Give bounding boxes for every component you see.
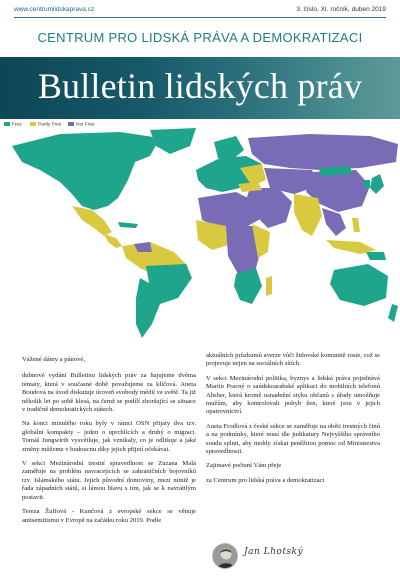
map-region-korea <box>364 180 370 188</box>
legend-item-not-free <box>68 122 95 127</box>
world-freedom-map <box>0 128 400 340</box>
website-url[interactable]: www.centrumlidskaprava.cz <box>14 6 95 13</box>
letter-column-right <box>206 352 380 491</box>
letter-paragraph: V sekci Mezinárodní politika, byznys a lidská práva pojednává Martin Pracný o saúdskoarabské aplikaci do mobilních telefonů Absher, která kromě usnadnění styku občanů s úřady umožňuje mužům, aby kontrolovali pohyb žen, které jsou v jejich opatrovnictví. <box>206 374 380 416</box>
organization-name: CENTRUM PRO LIDSKÁ PRÁVA A DEMOKRATIZACI <box>37 30 363 45</box>
map-region-madagascar <box>266 276 272 296</box>
legend-swatch <box>4 122 10 126</box>
legend-item-free <box>4 122 22 127</box>
letter-sender: za Centrum pro lidská práva a demokratizaci <box>206 476 325 484</box>
letter-column-left <box>22 356 196 531</box>
title-banner <box>0 57 400 119</box>
top-line <box>14 4 386 16</box>
letter-paragraph: Na konci minulého roku byly v rámci OSN přijaty dva tzv. globální kompakty – jeden o uprchlících a druhý o migraci. Tomáš Jungwirth vysvětluje, jak vznikaly, co je odlišuje a jaké změny můžeme v budoucnu díky jejich přijetí očekávat. <box>22 420 196 453</box>
author-signature: Jan Lhotský <box>244 547 304 557</box>
legend-item-partly-free <box>30 122 61 127</box>
letter-paragraph: V sekci Mezinárodní trestní spravedlnost se Zuzana Malá zaměřuje na problém navracejících se zahraničních bojovníků tzv. Islámského státu. Jejich původní domoviny, mezi nimiž je řada západních států, si lámou hlavu s tím, jak se k navrátilým postavit. <box>22 460 196 501</box>
legend-label: Partly Free <box>38 122 62 128</box>
map-region-russia <box>248 134 398 170</box>
legend-swatch <box>68 122 74 126</box>
legend-swatch <box>30 122 36 126</box>
bulletin-title: Bulletin lidských práv <box>37 66 363 106</box>
issue-info: 3. číslo, XI. ročník, duben 2019 <box>296 6 386 13</box>
author-avatar <box>212 543 238 569</box>
letter-paragraph: aktuálních průzkumů averze vůči židovské komunitě roste, což se projevuje nejen na sociálních sítích. <box>206 352 380 368</box>
letter-closing: Zajímavé počtení Vám přeje <box>206 462 282 470</box>
legend-label: Not Free <box>76 122 95 128</box>
header-rule <box>14 17 386 18</box>
letter-greeting: Vážené dámy a pánové, <box>22 356 85 363</box>
letter-paragraph: Tereza Žuffová - Kunčová z evropské sekce se věnuje antisemitismu v Evropě na začátku roku 2019. Podle <box>22 508 196 524</box>
letter-paragraph: Aneta Frodlová z české sekce se zaměřuje na oběti trestných činů a na podmínky, které musí dle judikatury Nejvyššího správního soudu splnit, aby mohly získat peněžitou pomoc od Ministerstva spravedlnosti. <box>206 422 380 456</box>
letter-paragraph: dubnové vydání Bulletinu lidských práv za hajujeme dvěma tématy, která v současné době považujeme za klíčová. Aneta Boudová na úvod diskutuje úroveň svobody médií ve světě. Ta již několik let po sobě klesá, na čemž se podílí zhoršující se situace v tradičně demokratických státech. <box>22 372 196 414</box>
legend-label: Free <box>12 122 22 128</box>
